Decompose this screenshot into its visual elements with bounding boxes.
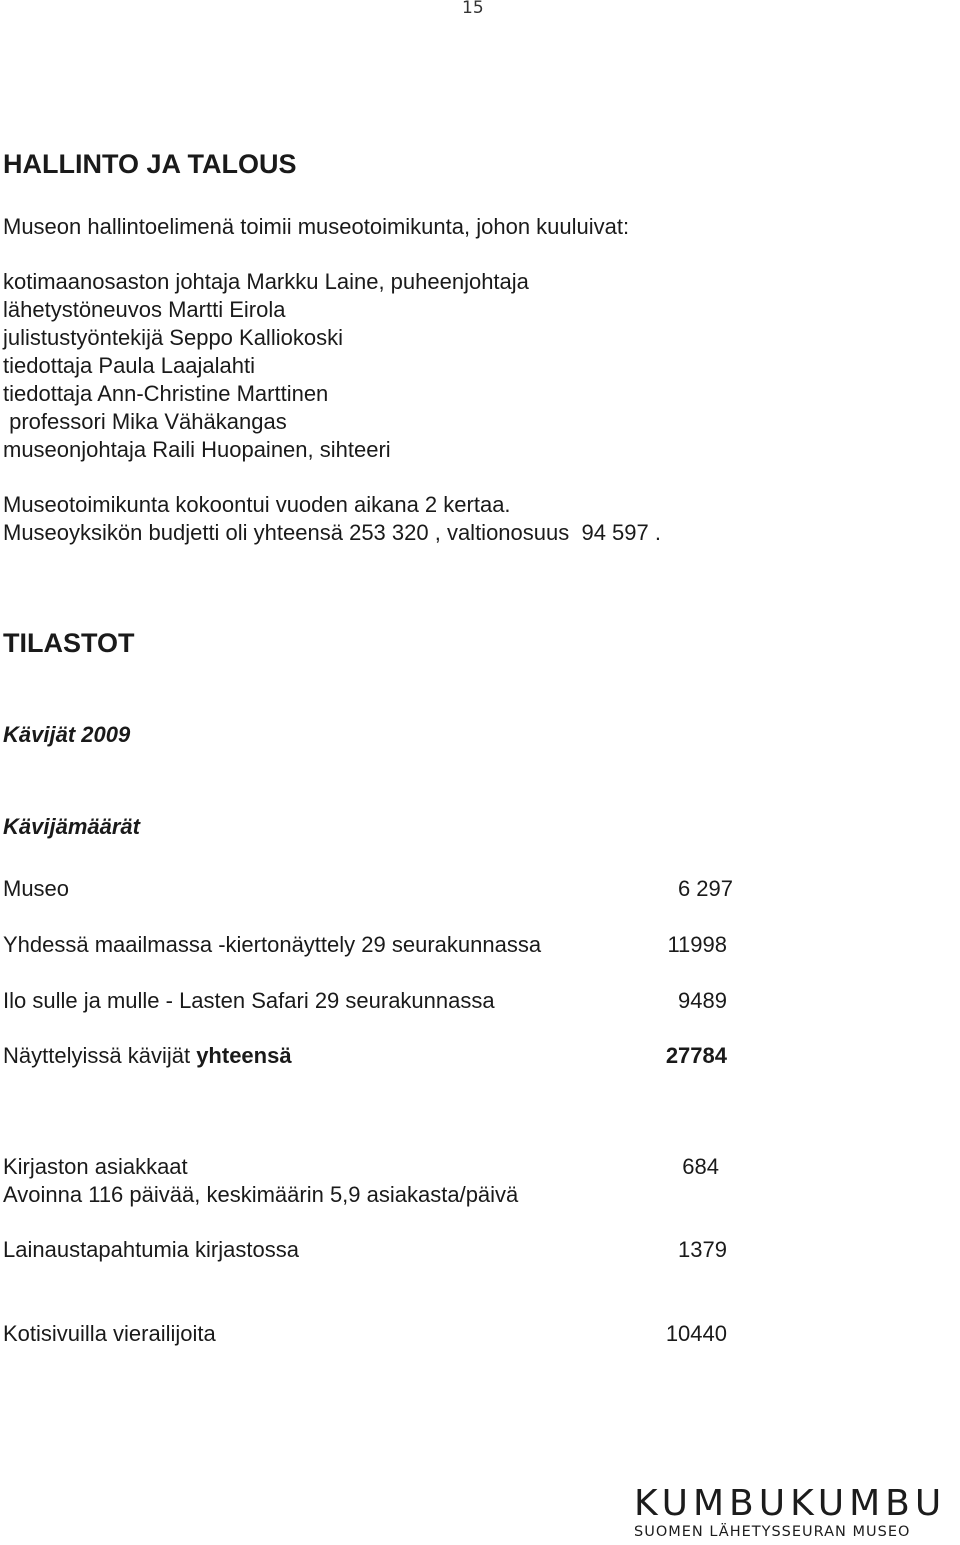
stat-label-museo: Museo (3, 876, 70, 901)
budget-text: Museoyksikön budjetti oli yhteensä 253 320 , valtionosuus 94 597 . (3, 520, 661, 545)
stat-label-total (3, 1045, 292, 1067)
subheading-visitor-counts: Kävijämäärät (3, 814, 140, 839)
member-line: julistustyöntekijä Seppo Kalliokoski (3, 325, 343, 350)
member-line: museonjohtaja Raili Huopainen, sihteeri (3, 437, 391, 462)
intro-text: Museon hallintoelimenä toimii museotoimikunta, johon kuuluivat: (3, 214, 630, 239)
subheading-visitors-year: Kävijät 2009 (3, 722, 131, 747)
stat-value-touring-exhibition: 11998 (667, 932, 727, 957)
total-label-bold: yhteensä (196, 1043, 292, 1068)
page-number: 15 (462, 0, 484, 18)
section-heading-hallinto: HALLINTO JA TALOUS (3, 149, 297, 179)
stat-label-loans: Lainaustapahtumia kirjastossa (3, 1237, 299, 1262)
stat-value-museo: 6 297 (677, 876, 733, 901)
stat-value-loans: 1379 (678, 1237, 727, 1262)
member-line: professori Mika Vähäkangas (3, 409, 287, 434)
member-line: tiedottaja Ann-Christine Marttinen (3, 381, 329, 406)
museum-logo: KUMBUKUMBU (634, 1483, 947, 1524)
stat-label-library-customers: Kirjaston asiakkaat (3, 1154, 188, 1179)
stat-value-children-safari: 9489 (678, 988, 727, 1013)
member-line: lähetystöneuvos Martti Eirola (3, 297, 286, 322)
stat-label-touring-exhibition: Yhdessä maailmassa -kiertonäyttely 29 seurakunnassa (3, 932, 542, 957)
total-label-prefix: Näyttelyissä kävijät (3, 1043, 197, 1068)
member-line: kotimaanosaston johtaja Markku Laine, puheenjohtaja (3, 269, 529, 294)
library-open-text: Avoinna 116 päivää, keskimäärin 5,9 asiakasta/päivä (3, 1182, 519, 1207)
stat-value-web-visitors: 10440 (665, 1321, 727, 1346)
stat-value-library-customers: 684 (682, 1154, 719, 1179)
stat-label-web-visitors: Kotisivuilla vierailijoita (3, 1321, 216, 1346)
meetings-text: Museotoimikunta kokoontui vuoden aikana 2 kertaa. (3, 492, 511, 517)
stat-label-children-safari: Ilo sulle ja mulle - Lasten Safari 29 seurakunnassa (3, 988, 495, 1013)
member-line: tiedottaja Paula Laajalahti (3, 353, 255, 378)
section-heading-tilastot: TILASTOT (3, 628, 135, 658)
stat-value-total: 27784 (665, 1043, 727, 1068)
museum-logo-subtitle: SUOMEN LÄHETYSSEURAN MUSEO (634, 1524, 911, 1540)
